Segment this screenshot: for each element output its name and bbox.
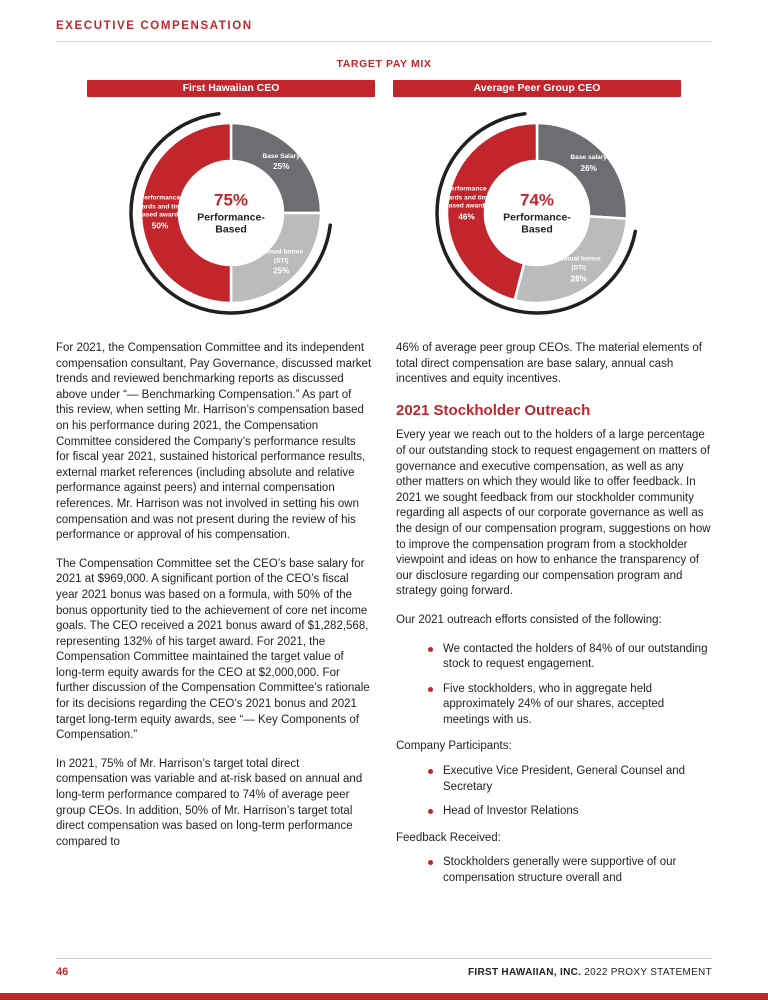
feedback-received-label: Feedback Received: [396, 831, 501, 844]
donut-center-label: 74% Performance-Based [503, 190, 571, 236]
bullet-item [428, 855, 712, 886]
donut-chart-first-hawaiian [96, 101, 366, 325]
paragraph: 46% of average peer group CEOs. The material elements of total direct compensation are base salary, annual cash incentives and equity incentives. [396, 342, 702, 386]
footer-text [468, 967, 712, 978]
bottom-red-bar [0, 993, 768, 1000]
participants-bullet-list [396, 764, 712, 820]
chart-banner-first-hawaiian: First Hawaiian CEO [87, 80, 375, 97]
chart-banner-peer-group: Average Peer Group CEO [393, 80, 681, 97]
paragraph: Our 2021 outreach efforts consisted of the following: [396, 613, 662, 626]
right-column [396, 341, 712, 898]
slice-label: Annual bonus (STI) 28% [556, 256, 601, 284]
page-footer [56, 958, 712, 978]
paragraph: For 2021, the Compensation Committee and its independent compensation consultant, Pay Governance, discussed market trends and reviewed benchmarking reports as discussed above under “— Benchmarking Compensation.” As part of this review, when setting Mr. Harrison’s compensation based on his performance during 2021, the Compensation Committee considered the Company’s performance results for fiscal year 2021, sustained historical performance results, external market references (including absolute and relative performance against peers) and internal compensation references. Mr. Harrison was not involved in setting his own compensation and was not present during the review of his performance or approval of his compensation. [56, 342, 372, 542]
chart-first-hawaiian-ceo [87, 80, 375, 325]
bullet-icon [428, 769, 433, 774]
bullet-item [428, 682, 712, 729]
page-header: EXECUTIVE COMPENSATION [56, 20, 712, 42]
bullet-item [428, 764, 712, 795]
body-columns [56, 341, 712, 898]
paragraph: Every year we reach out to the holders of a large percentage of our outstanding stock to request engagement on matters of governance and executive compensation, as well as any other matters on which they would like to offer feedback. In 2021 we sought feedback from our stockholder community regarding all aspects of our corporate governance as well as the design of our compensation program, suggestions on how to improve the compensation program from a stockholder viewpoint and ideas on how to enhance the transparency of our disclosure regarding our compensation program and strategy going forward. [396, 429, 711, 598]
bullet-icon [428, 809, 433, 814]
bullet-text: Stockholders generally were supportive of our compensation structure overall and [443, 856, 677, 885]
page-number: 46 [56, 966, 69, 978]
footer-company: FIRST HAWAIIAN, INC. [467, 967, 582, 978]
bullet-text: We contacted the holders of 84% of our outstanding stock to request engagement. [443, 642, 708, 671]
slice-label: Annual bonus (STI) 25% [259, 248, 304, 276]
paragraph: In 2021, 75% of Mr. Harrison’s target total direct compensation was variable and at-risk based on annual and long-term performance compared to 74% of average peer group CEOs. In addition, 50% of Mr. Harrison’s target total direct compensation was based on long-term performance compared to [56, 757, 363, 848]
left-column [56, 341, 372, 898]
chart-peer-group-ceo [393, 80, 681, 325]
bullet-text: Head of Investor Relations [443, 805, 579, 818]
footer-document: 2022 PROXY STATEMENT [581, 967, 712, 978]
donut-chart-peer-group [402, 101, 672, 325]
paragraph: The Compensation Committee set the CEO’s base salary for 2021 at $969,000. A significant portion of the CEO’s fiscal year 2021 bonus was based on a formula, with 50% of the bonus opportunity tied to the achievement of core net income goals. The CEO received a 2021 bonus award of $1,282,568, representing 132% of his target award. For 2021, the Compensation Committee maintained the target value of long-term equity awards for the CEO at $2,000,000. For further discussion of the Compensation Committee’s rationale for its decisions regarding the CEO’s 2021 bonus and 2021 target long-term equity awards, see “— Key Components of Compensation.” [56, 557, 370, 742]
bullet-item [428, 804, 712, 820]
company-participants-label: Company Participants: [396, 740, 512, 753]
outreach-bullet-list [396, 642, 712, 729]
stockholder-outreach-heading: 2021 Stockholder Outreach [396, 401, 591, 419]
bullet-icon [428, 860, 433, 865]
slice-label: Performance awards and time-based awards 46% [439, 185, 494, 222]
slice-label: Performance awards and time-based awards 50% [133, 194, 187, 231]
donut-center-label: 75% Performance-Based [197, 190, 265, 236]
bullet-text: Five stockholders, who in aggregate held approximately 24% of our shares, accepted meetings with us. [443, 682, 665, 726]
bullet-icon [428, 687, 433, 692]
bullet-item [428, 642, 712, 673]
feedback-bullet-list [396, 855, 712, 886]
charts-row [56, 80, 712, 325]
slice-label: Base Salary 25% [262, 152, 300, 172]
slice-label: Base salary 26% [570, 154, 608, 173]
section-title: TARGET PAY MIX [336, 58, 432, 70]
bullet-text: Executive Vice President, General Counsel and Secretary [443, 765, 686, 793]
bullet-icon [428, 647, 433, 652]
